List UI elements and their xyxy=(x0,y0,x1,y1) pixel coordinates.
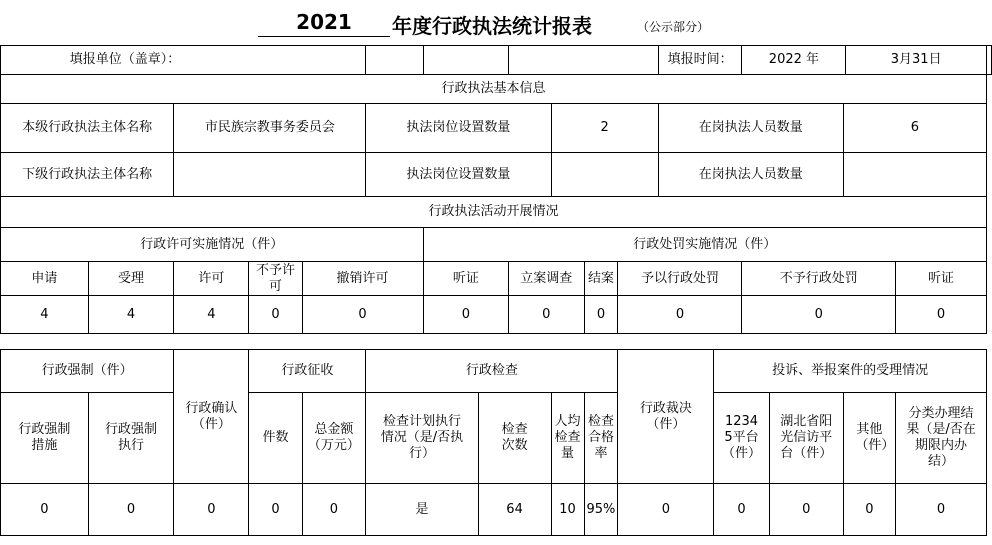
report-title-text: 年度行政执法统计报表 xyxy=(392,14,592,38)
inspect-value: 95% xyxy=(584,484,618,536)
complaint-group-label: 投诉、举报案件的受理情况 xyxy=(714,350,987,393)
section-basic-title: 行政执法基本信息 xyxy=(1,75,987,104)
complaint-header: 湖北省阳光信访平台（件） xyxy=(769,393,843,484)
enforce-header: 行政强制执行 xyxy=(88,393,174,484)
ruling-label: 行政裁决（件） xyxy=(618,350,714,484)
inspect-group-label: 行政检查 xyxy=(366,350,618,393)
penalty-header: 立案调查 xyxy=(509,262,584,296)
complaint-value: 0 xyxy=(769,484,843,536)
complaint-header: 其他（件） xyxy=(843,393,895,484)
license-header: 申请 xyxy=(1,262,89,296)
penalty-header: 不予行政处罚 xyxy=(742,262,896,296)
penalty-header: 听证 xyxy=(896,262,987,296)
penalty-value: 0 xyxy=(618,296,742,334)
complaint-header: 分类办理结果（是/否在期限内办结） xyxy=(896,393,987,484)
inspect-header: 检查合格率 xyxy=(584,393,618,484)
spacer-row xyxy=(1,334,987,350)
collect-header: 总金额（万元） xyxy=(302,393,366,484)
inspect-header: 人均检查量 xyxy=(551,393,584,484)
collect-value: 0 xyxy=(302,484,366,536)
staff-value: 6 xyxy=(843,104,986,153)
enforce-header: 行政强制措施 xyxy=(1,393,89,484)
inspect-value: 10 xyxy=(551,484,584,536)
penalty-value: 0 xyxy=(584,296,618,334)
section-activities-title: 行政执法活动开展情况 xyxy=(1,197,987,228)
posts-value: 2 xyxy=(551,104,658,153)
report-date-value[interactable]: 3月31日 xyxy=(846,46,987,75)
report-unit-value[interactable] xyxy=(249,46,366,75)
license-value: 4 xyxy=(1,296,89,334)
entity-label: 本级行政执法主体名称 xyxy=(1,104,174,153)
enforce-group-label: 行政强制（件） xyxy=(1,350,174,393)
report-table xyxy=(0,45,992,536)
license-value: 0 xyxy=(423,296,508,334)
sub-staff-value xyxy=(843,153,986,197)
penalty-header: 结案 xyxy=(584,262,618,296)
posts-label: 执法岗位设置数量 xyxy=(366,104,551,153)
sub-staff-label: 在岗执法人员数量 xyxy=(658,153,843,197)
report-title xyxy=(0,0,992,44)
inspect-header: 检查计划执行情况（是/否执行） xyxy=(366,393,478,484)
complaint-value: 0 xyxy=(896,484,987,536)
license-value: 0 xyxy=(249,296,302,334)
license-header: 许可 xyxy=(174,262,249,296)
entity-value: 市民族宗教事务委员会 xyxy=(174,104,366,153)
report-time-label: 填报时间： xyxy=(658,46,742,75)
report-unit-label: 填报单位（盖章）： xyxy=(1,46,249,75)
confirm-label: 行政确认（件） xyxy=(174,350,249,484)
inspect-value: 64 xyxy=(478,484,551,536)
sub-entity-label: 下级行政执法主体名称 xyxy=(1,153,174,197)
license-group-label: 行政许可实施情况（件） xyxy=(1,228,424,262)
penalty-value: 0 xyxy=(509,296,584,334)
enforce-value: 0 xyxy=(88,484,174,536)
report-title-note: （公示部分） xyxy=(637,20,710,34)
ruling-value: 0 xyxy=(618,484,714,536)
report-blank-cell xyxy=(987,46,992,75)
license-header: 听证 xyxy=(423,262,508,296)
year-underline xyxy=(258,36,390,37)
complaint-value: 0 xyxy=(843,484,895,536)
report-year: 2021 xyxy=(296,10,352,34)
enforce-value: 0 xyxy=(1,484,89,536)
penalty-header: 予以行政处罚 xyxy=(618,262,742,296)
staff-label: 在岗执法人员数量 xyxy=(658,104,843,153)
license-header: 受理 xyxy=(88,262,174,296)
collect-value: 0 xyxy=(249,484,302,536)
inspect-value: 是 xyxy=(366,484,478,536)
sub-posts-value xyxy=(551,153,658,197)
report-blank-cell xyxy=(366,46,423,75)
collect-group-label: 行政征收 xyxy=(249,350,366,393)
penalty-group-label: 行政处罚实施情况（件） xyxy=(423,228,986,262)
license-value: 4 xyxy=(88,296,174,334)
report-blank-cell xyxy=(509,46,659,75)
license-header: 不予许可 xyxy=(249,262,302,296)
license-value: 4 xyxy=(174,296,249,334)
penalty-value: 0 xyxy=(742,296,896,334)
sub-posts-label: 执法岗位设置数量 xyxy=(366,153,551,197)
sub-entity-value xyxy=(174,153,366,197)
report-year-value[interactable]: 2022 年 xyxy=(742,46,846,75)
license-header: 撤销许可 xyxy=(302,262,423,296)
license-value: 0 xyxy=(302,296,423,334)
penalty-value: 0 xyxy=(896,296,987,334)
inspect-header: 检查次数 xyxy=(478,393,551,484)
report-blank-cell xyxy=(423,46,508,75)
complaint-value: 0 xyxy=(714,484,769,536)
collect-header: 件数 xyxy=(249,393,302,484)
complaint-header: 12345平台（件） xyxy=(714,393,769,484)
confirm-value: 0 xyxy=(174,484,249,536)
